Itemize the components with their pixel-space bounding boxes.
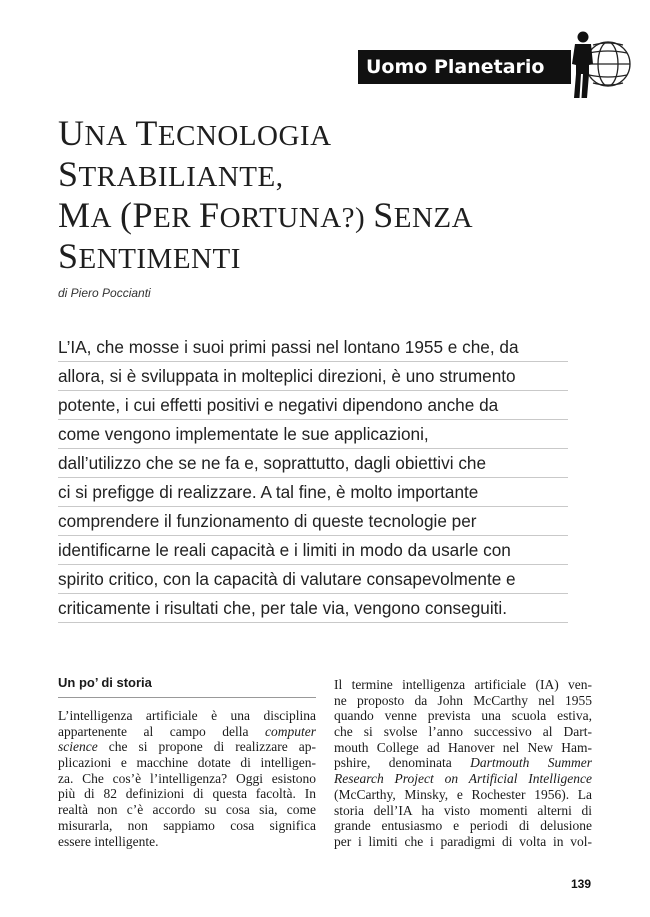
author-byline: di Piero Poccianti — [58, 286, 151, 300]
abstract-line: dall’utilizzo che se ne fa e, soprattutto, dagli obiettivi che — [58, 449, 568, 478]
body-line: che si svolse l’anno successivo al Dart- — [334, 724, 592, 740]
body-line: appartenente al campo della computer — [58, 723, 316, 739]
body-line: Research Project on Artificial Intelligence — [334, 771, 592, 787]
abstract-line: criticamente i risultati che, per tale via, vengono conseguiti. — [58, 594, 568, 623]
abstract-line: spirito critico, con la capacità di valutare consapevolmente e — [58, 565, 568, 594]
body-line: realtà non c’è accordo su cosa sia, come — [58, 802, 316, 818]
title-line: STRABILIANTE, — [58, 154, 284, 194]
body-line: grande entusiasmo e periodi di delusione — [334, 818, 592, 834]
body-line: più di 82 definizioni di questa facoltà. In — [58, 786, 316, 802]
body-line: essere intelligente. — [58, 833, 159, 849]
title-line: SENTIMENTI — [58, 236, 241, 276]
man-with-globe-icon — [566, 28, 632, 102]
body-line: pshire, denominata Dartmouth Summer — [334, 755, 592, 771]
page-number: 139 — [571, 877, 592, 891]
body-line: science che si propone di realizzare ap- — [58, 739, 316, 755]
abstract-line: allora, si è sviluppata in molteplici direzioni, è uno strumento — [58, 362, 568, 391]
body-line: per i limiti che i paradigmi di volta in vol- — [334, 833, 592, 849]
body-line: za. Che cos’è l’intelligenza? Oggi esistono — [58, 770, 316, 786]
abstract-line: come vengono implementate le sue applicazioni, — [58, 420, 568, 449]
article-title — [58, 114, 598, 278]
body-line: (McCarthy, Minsky, e Rochester 1956). La — [334, 786, 592, 802]
abstract-line: comprendere il funzionamento di queste tecnologie per — [58, 507, 568, 536]
body-line: storia dell’IA ha visto momenti alterni di — [334, 802, 592, 818]
abstract-line: identificarne le reali capacità e i limiti in modo da usarle con — [58, 536, 568, 565]
abstract-line: L’IA, che mosse i suoi primi passi nel lontano 1955 e che, da — [58, 333, 568, 362]
body-line: plicazioni e macchine dotate di intelligen- — [58, 755, 316, 771]
section-heading: Un po’ di storia — [58, 674, 316, 698]
right-column — [334, 677, 592, 850]
abstract-line: potente, i cui effetti positivi e negativi dipendono anche da — [58, 391, 568, 420]
title-line: UNA TECNOLOGIA — [58, 113, 332, 153]
body-line: misurarla, non sappiamo cosa significa — [58, 817, 316, 833]
abstract — [58, 333, 568, 623]
abstract-line: ci si prefigge di realizzare. A tal fine, è molto importante — [58, 478, 568, 507]
body-line: L’intelligenza artificiale è una disciplina — [58, 708, 316, 723]
body-line: Il termine intelligenza artificiale (IA) ven- — [334, 677, 592, 692]
title-line: MA (PER FORTUNA?) SENZA — [58, 195, 474, 235]
body-line: mouth College ad Hanover nel New Ham- — [334, 739, 592, 755]
body-line: quando venne prevista una scuola estiva, — [334, 708, 592, 724]
body-line: ne proposto da John McCarthy nel 1955 — [334, 692, 592, 708]
section-badge: Uomo Planetario — [358, 50, 571, 84]
left-column — [58, 674, 316, 849]
